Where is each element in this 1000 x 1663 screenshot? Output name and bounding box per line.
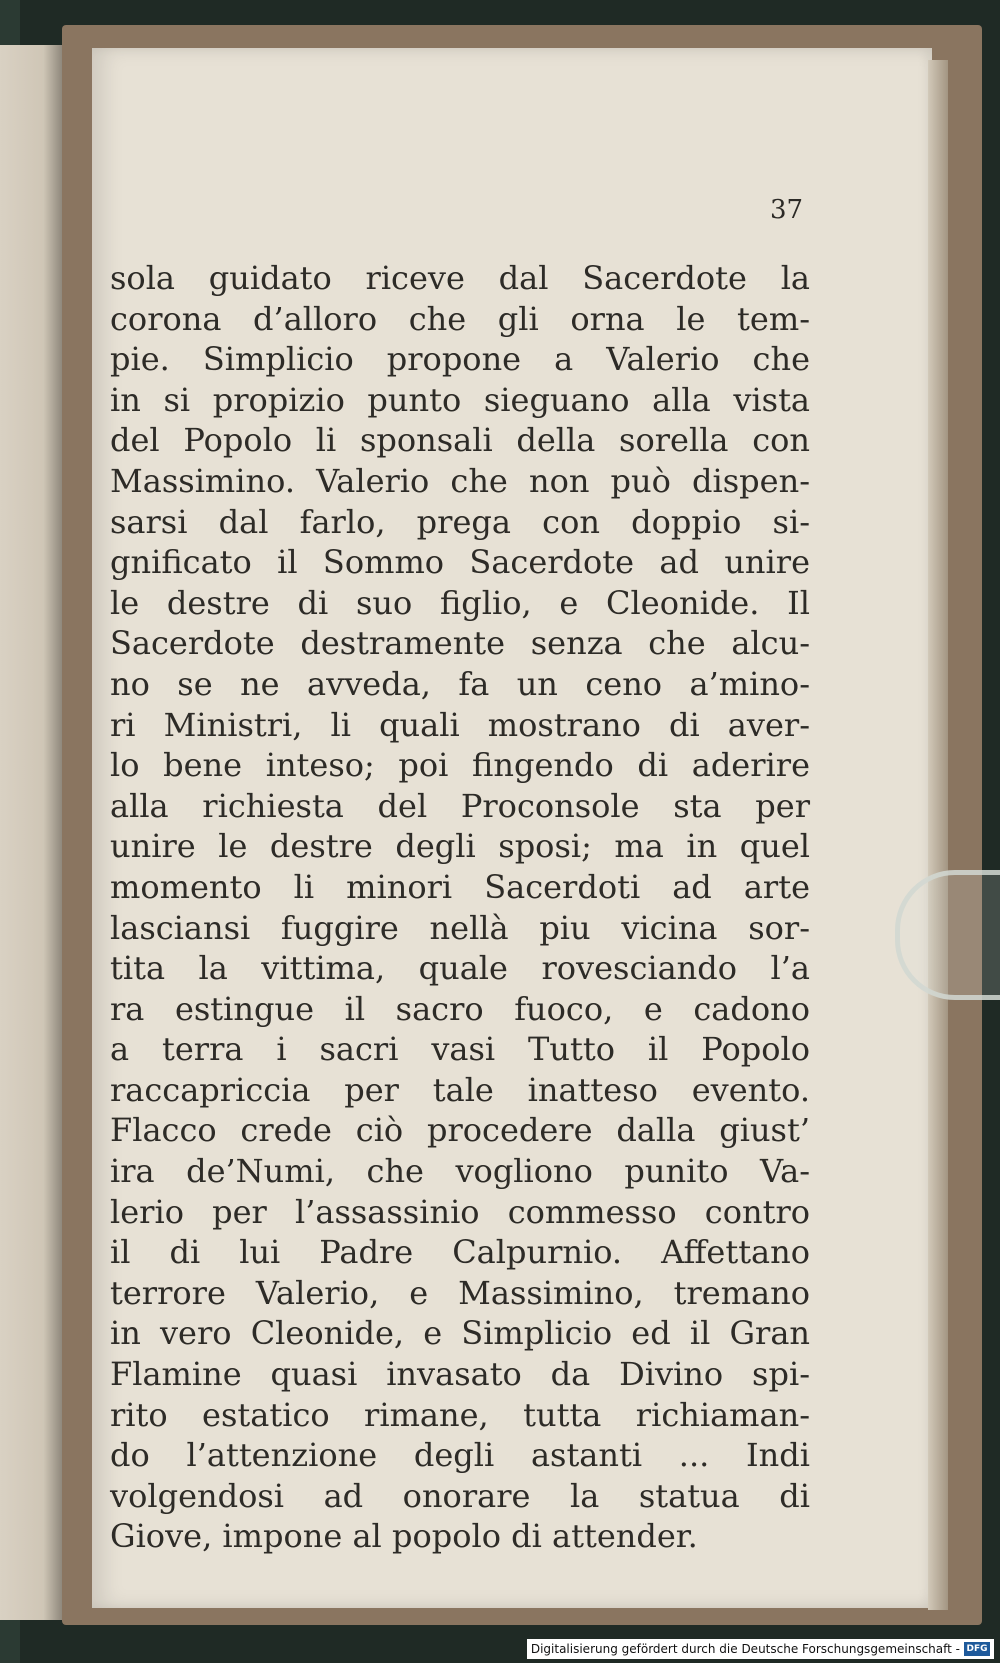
text-line: gnificato il Sommo Sacerdote ad unire [110,543,810,582]
text-line: momento li minori Sacerdoti ad arte [110,867,810,906]
text-line: Giove, impone al popolo di attender. [110,1517,698,1556]
text-line: terrore Valerio, e Massimino, tremano [110,1273,810,1312]
text-line: a terra i sacri vasi Tutto il Popolo [110,1030,810,1069]
text-line: Flacco crede ciò procedere dalla giust’ [110,1111,810,1150]
text-line: do l’attenzione degli astanti ... Indi [110,1436,810,1475]
text-line: in si propizio punto sieguano alla vista [110,380,810,419]
text-line: alla richiesta del Proconsole sta per [110,786,810,825]
plastic-clip [895,870,1000,1000]
text-line: corona d’alloro che gli orna le tem- [110,299,810,338]
text-line: le destre di suo figlio, e Cleonide. Il [110,583,810,622]
text-line: raccapriccia per tale inatteso evento. [110,1070,810,1109]
text-line: Massimino. Valerio che non può dispen- [110,461,810,500]
text-line: tita la vittima, quale rovesciando l’a [110,949,810,988]
text-line: Flamine quasi invasato da Divino spi- [110,1355,810,1394]
credit-text: Digitalisierung gefördert durch die Deutsche Forschungsgemeinschaft - [530,1642,960,1656]
dfg-logo: DFG [964,1642,990,1656]
text-line: ira de’Numi, che vogliono punito Va- [110,1152,810,1191]
text-line: sola guidato riceve dal Sacerdote la [110,259,810,297]
text-line: ra estingue il sacro fuoco, e cadono [110,989,810,1028]
page-number: 37 [770,195,804,225]
text-line: lo bene inteso; poi fingendo di aderire [110,746,810,785]
text-line: unire le destre degli sposi; ma in quel [110,827,810,866]
text-line: lerio per l’assassinio commesso contro [110,1192,810,1231]
text-line: il di lui Padre Calpurnio. Affettano [110,1233,810,1272]
text-line: no se ne avveda, fa un ceno a’mino- [110,664,810,703]
text-line: ri Ministri, li quali mostrano di aver- [110,705,810,744]
text-line: in vero Cleonide, e Simplicio ed il Gran [110,1314,810,1353]
text-line: lasciansi fuggire nellà piu vicina sor- [110,908,810,947]
text-line: Sacerdote destramente senza che alcu- [110,624,810,663]
text-line: del Popolo li sponsali della sorella con [110,421,810,460]
right-page-edge [928,60,948,1610]
text-line: sarsi dal farlo, prega con doppio si- [110,502,810,541]
body-text [110,258,810,1557]
digitization-credit [527,1639,994,1659]
text-line: volgendosi ad onorare la statua di [110,1476,810,1515]
text-line: pie. Simplicio propone a Valerio che [110,340,810,379]
left-page-edge [0,45,62,1620]
text-line: rito estatico rimane, tutta richiaman- [110,1395,810,1434]
